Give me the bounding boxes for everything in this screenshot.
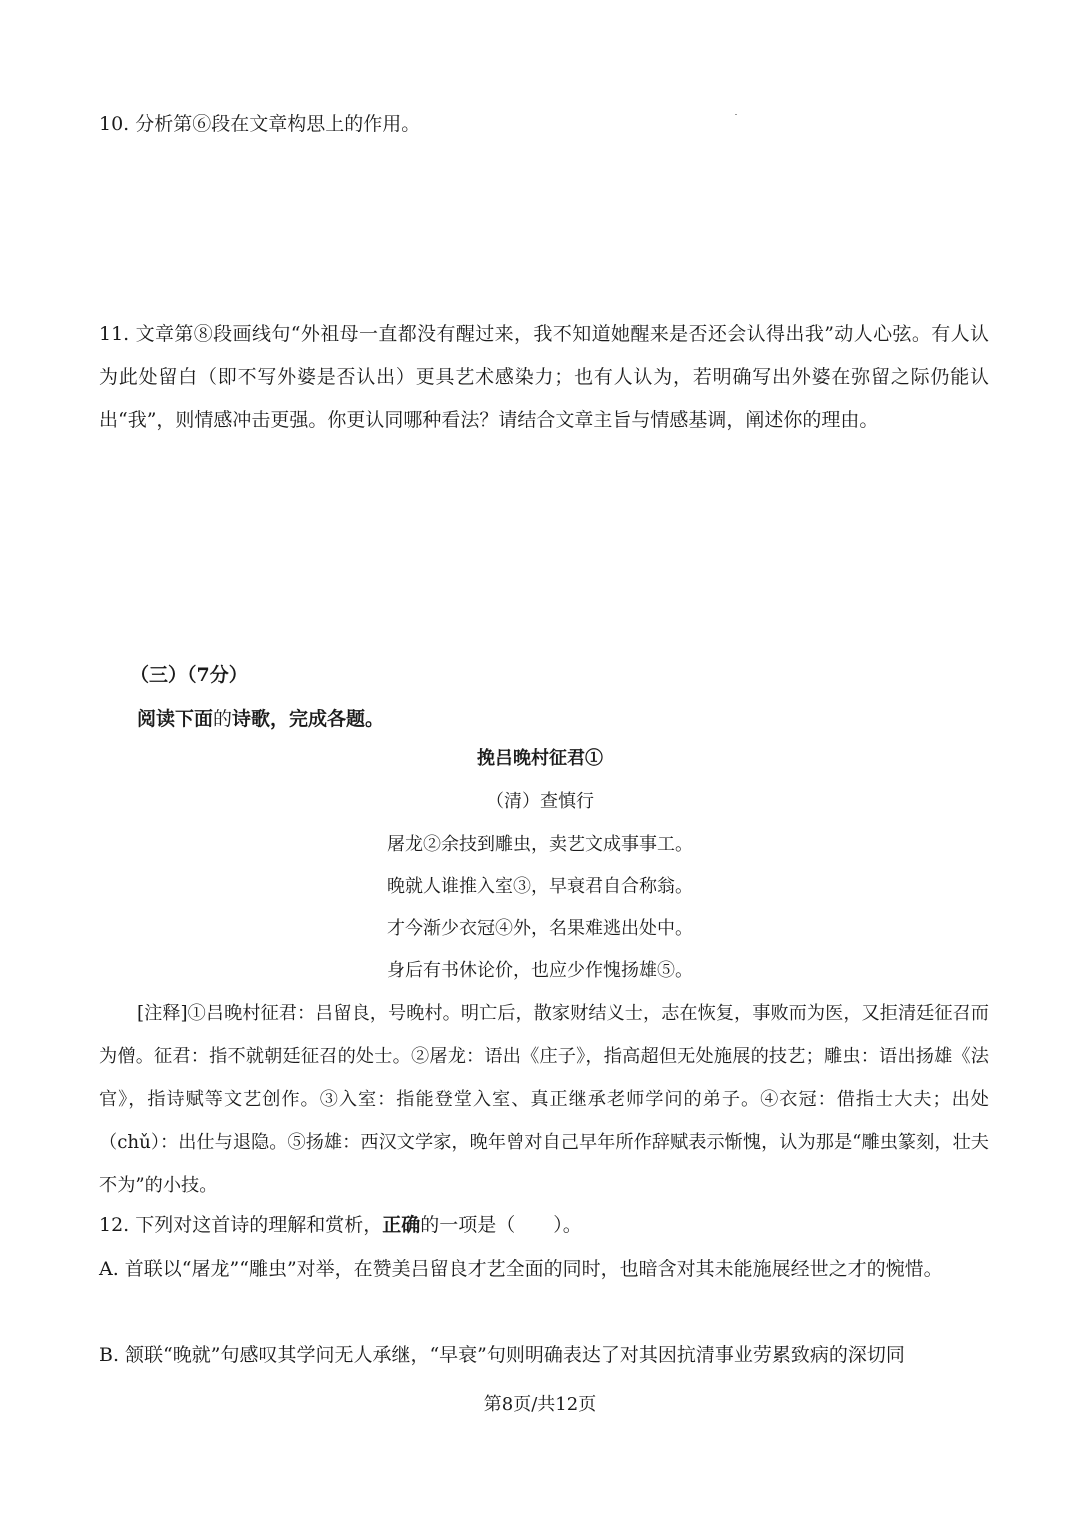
question-11: 11. 文章第⑧段画线句“外祖母一直都没有醒过来，我不知道她醒来是否还会认得出我”动人心弦。有人认为此处留白（即不写外婆是否认出）更具艺术感染力；也有人认为，若明确写出外婆在弥留之际仍能认出“我”，则情感冲击更强。你更认同哪种看法？请结合文章主旨与情感基调，阐述你的理由。 (99, 323, 989, 431)
q12-suffix: 的一项是（ ）。 (420, 1214, 582, 1236)
instruction-part-1: 阅读下面 (137, 708, 214, 730)
poem-line: 身后有书休论价，也应少作愧扬雄⑤。 (387, 960, 693, 981)
instruction-part-2: 的 (213, 708, 233, 730)
reading-instruction (137, 703, 1027, 735)
poem-line: 屠龙②余技到雕虫，卖艺文成事事工。 (387, 834, 693, 855)
q12-prefix: 12. 下列对这首诗的理解和赏析， (99, 1214, 383, 1236)
poem-annotations: [注释]①吕晚村征君：吕留良，号晚村。明亡后，散家财结义士，志在恢复，事败而为医，又拒清廷征召而为僧。征君：指不就朝廷征召的处士。②屠龙：语出《庄子》，指高超但无处施展的技艺；雕虫：语出扬雄《法官》，指诗赋等文艺创作。③入室：指能登堂入室、真正继承老师学问的弟子。④衣冠：借指士大夫；出处（chǔ）：出仕与退隐。⑤扬雄：西汉文学家，晚年曾对自己早年所作辞赋表示惭愧，认为那是“雕虫篆刻，壮夫不为”的小技。 (99, 1003, 989, 1196)
page-footer: 第8页/共12页 (483, 1394, 597, 1415)
poem-line: 才今渐少衣冠④外，名果难逃出处中。 (387, 918, 693, 939)
poem-line: 晚就人谁推入室③，早衰君自合称翁。 (387, 876, 693, 897)
poem-author: （清）查慎行 (486, 791, 594, 812)
section-header: （三）（7分） (130, 664, 248, 686)
question-12 (99, 1209, 989, 1241)
question-10: 10. 分析第⑥段在文章构思上的作用。 (99, 113, 421, 135)
q12-emphasis: 正确 (382, 1214, 421, 1236)
poem-title: 挽吕晚村征君① (477, 748, 603, 769)
option-a: A. 首联以“屠龙”“雕虫”对举，在赞美吕留良才艺全面的同时，也暗含对其未能施展经世之才的惋惜。 (99, 1258, 943, 1280)
option-b: B. 颔联“晚就”句感叹其学问无人承继，“早衰”句则明确表达了对其因抗清事业劳累致病的深切同 (99, 1344, 905, 1366)
instruction-part-3: 诗歌，完成各题。 (232, 708, 385, 730)
